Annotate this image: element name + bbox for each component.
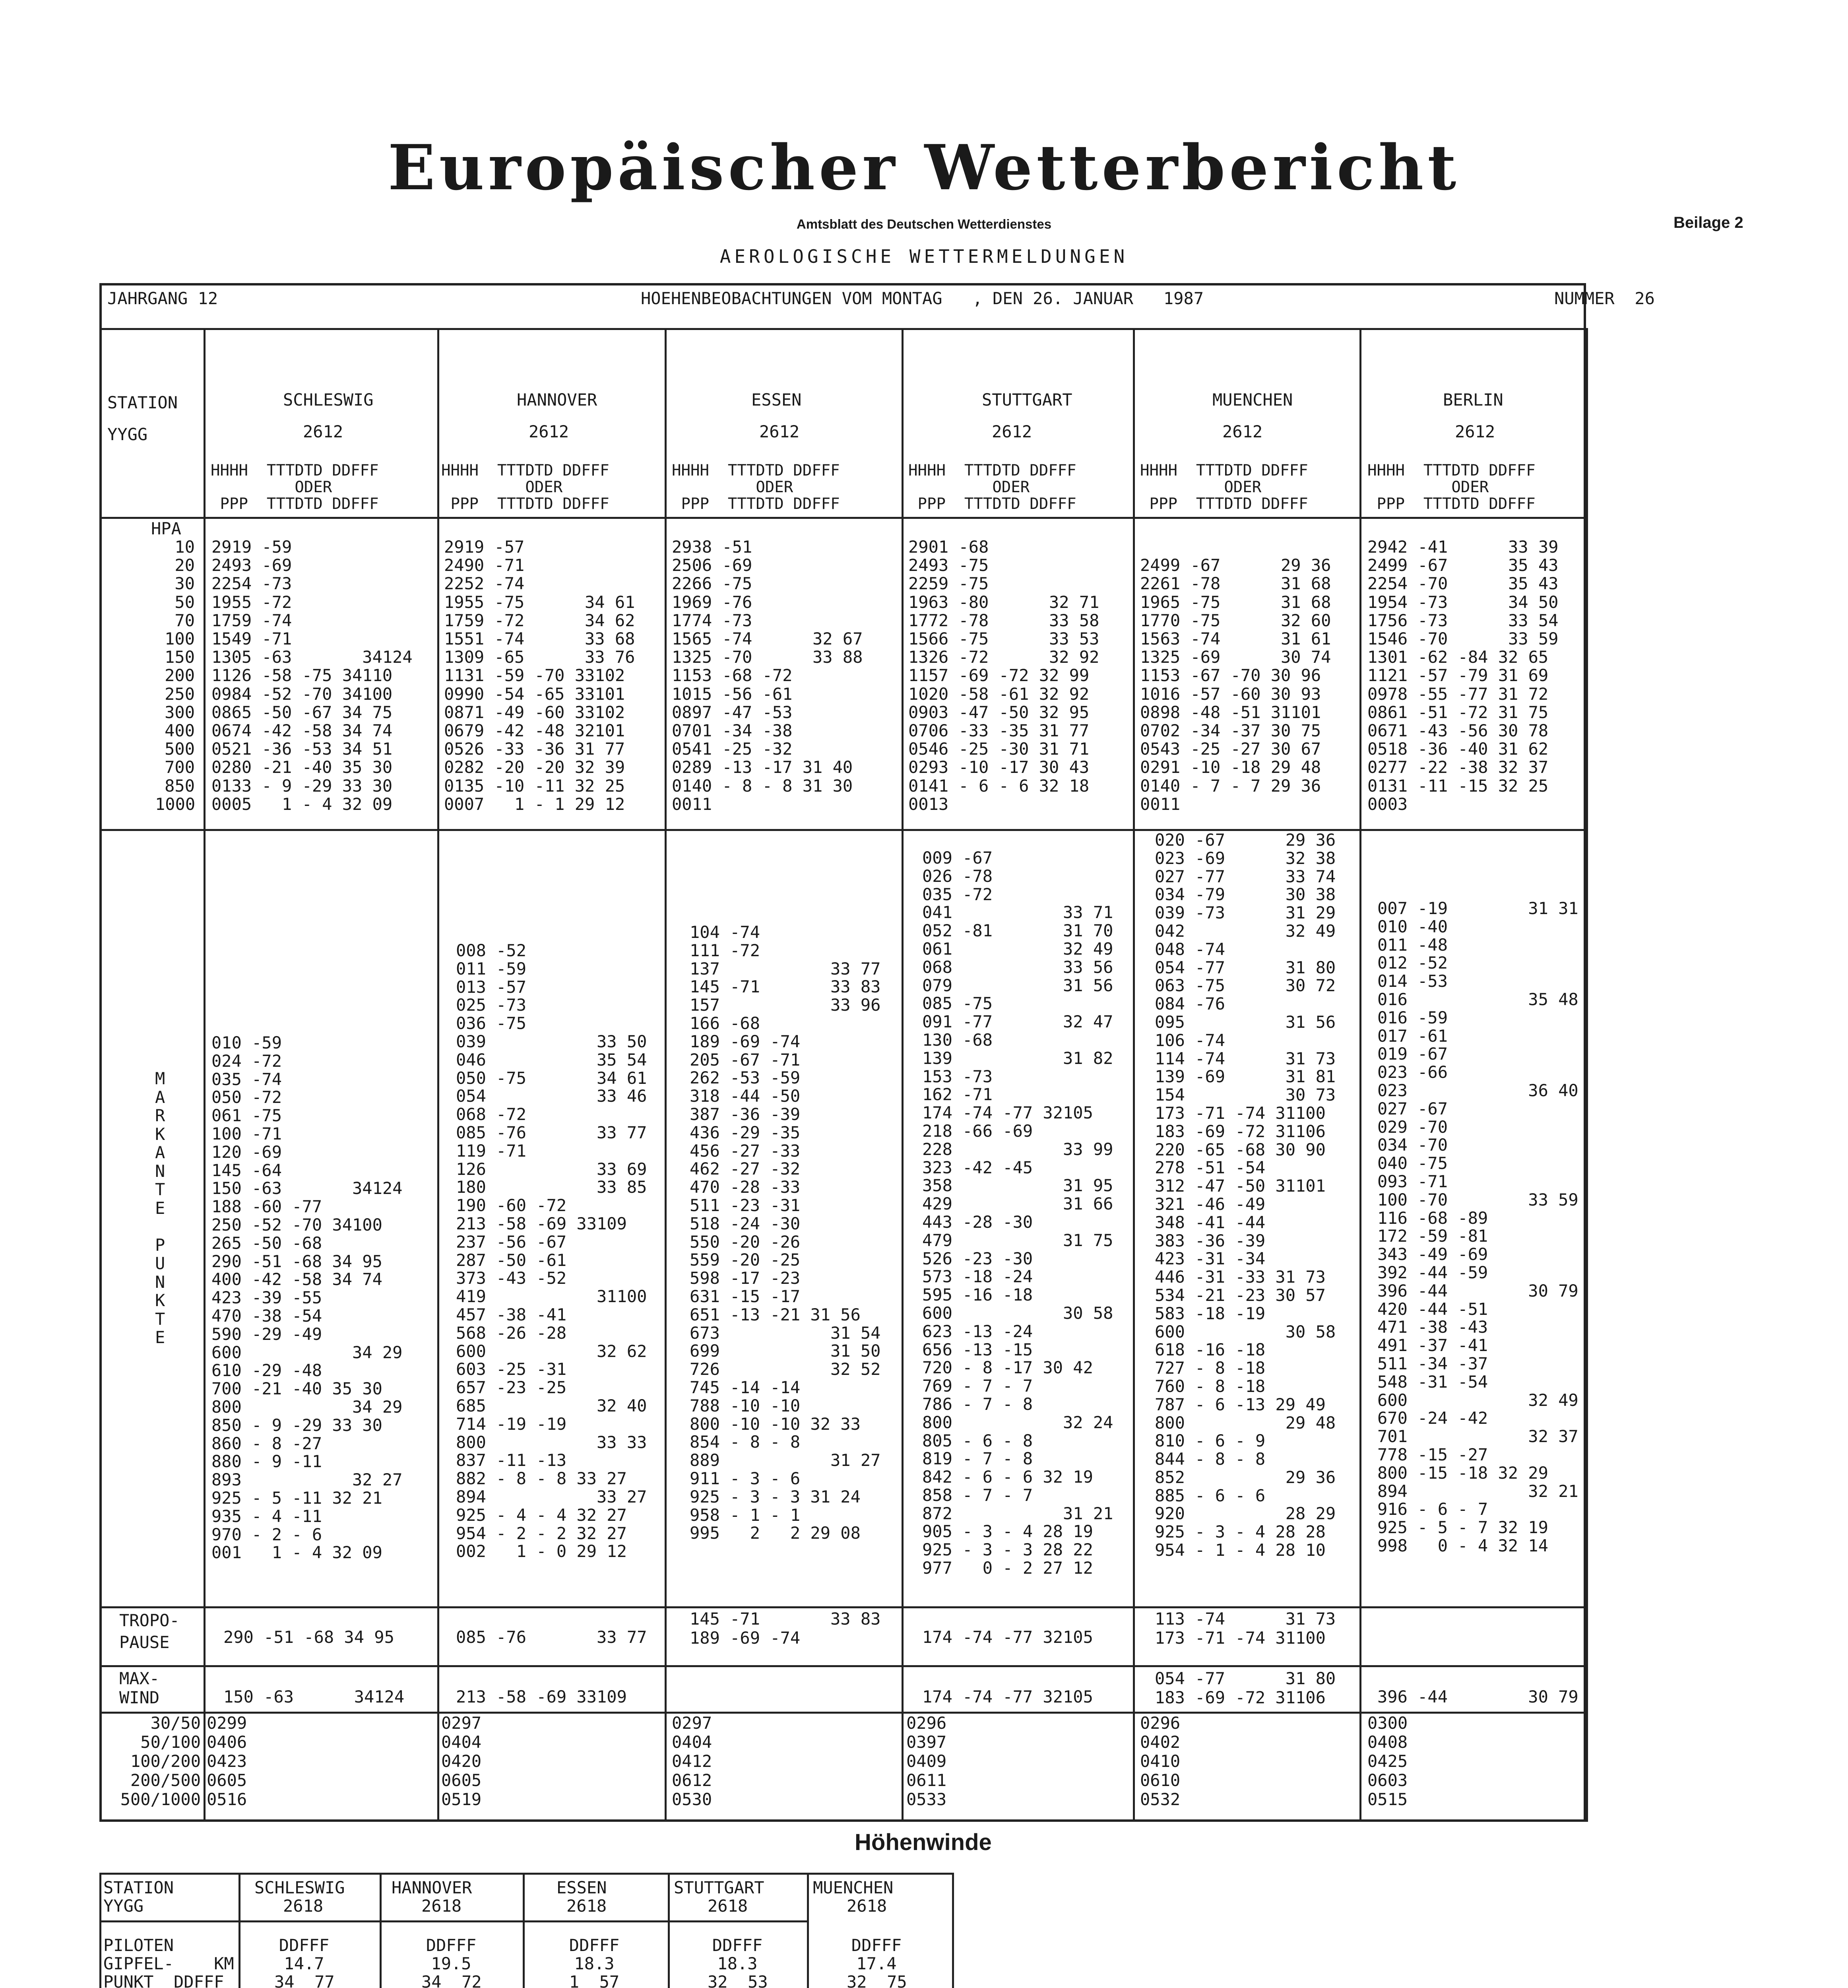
max-wind: 174 -74 -77 32105 [922,1687,1093,1706]
station-yygg: 2612 [529,422,569,441]
station-name: STUTTGART [982,390,1072,410]
station-name: MUENCHEN [813,1878,894,1897]
col-divider [902,328,904,1822]
col-divider [1586,328,1588,1822]
thickness: 0296 0397 0409 0611 0533 [906,1713,947,1809]
yygg-label: YYGG [107,425,148,444]
jahrgang: JAHRGANG 12 [107,289,218,308]
station-name: SCHLESWIG [254,1878,345,1897]
issue-number: NUMMER 26 [1554,289,1655,308]
col-divider [668,1873,670,1988]
station-yygg: 2612 [759,422,800,441]
station-yygg: 2618 [566,1896,607,1916]
max-wind: 396 -44 30 79 [1377,1687,1578,1706]
markante-punkte-label: M A R K A N T E P U N K T E [155,1069,165,1347]
col-divider [239,1873,240,1988]
divider [99,517,1586,519]
maxwind-label: MAX- WIND [119,1669,160,1707]
station-name: ESSEN [751,390,802,410]
station-label: STATION [107,393,178,412]
station-yygg: 2618 [283,1896,324,1916]
col-divider [807,1873,809,1988]
standard-levels: 2942 -41 33 39 2499 -67 35 43 2254 -70 35 43 1954 -73 34 50 1756 -73 33 54 1546 -70 33 59 1301 -62 -84 32 65 1121 -57 -79 31 69 0978 -55 -77 31 72 0861 -51 -72 31 75 0671 -43 -56 30 78 0518 -36 -40 31 62 0277 -22 -38 32 37 0131 -11 -15 32 25 0003 [1367,537,1559,814]
col-divider [523,1873,525,1988]
significant-points: 009 -67 026 -78 035 -72 041 33 71 052 -81 31 70 061 32 49 068 33 56 079 31 56 085 -75 091 -77 32 47 130 -68 139 31 82 153 -73 162 -71 174 -74 -77 32105 218 -66 -69 228 33 99 323 -42 -45 358 31 95 429 31 66 443 -28 -30 479 31 75 526 -23 -30 573 -18 -24 595 -16 -18 600 30 58 623 -13 -24 656 -13 -15 720 - 8 -17 30 42 769 - 7 - 7 786 - 7 - 8 800 32 24 805 - 6 - 8 819 - 7 - 8 842 - 6 - 6 32 19 858 - 7 - 7 872 31 21 905 - 3 - 4 28 19 925 - 3 - 3 28 22 977 0 - 2 27 12 [922,848,1113,1578]
pilot-summit: DDFFF 18.3 1 57 [569,1936,620,1988]
column-header: HHHH TTTDTD DDFFF ODER PPP TTTDTD DDFFF [1140,462,1308,513]
divider [99,829,1586,831]
station-name: SCHLESWIG [283,390,374,410]
pilot-summit: DDFFF 19.5 34 72 [421,1936,482,1988]
tropopause: 085 -76 33 77 [456,1627,647,1647]
divider [99,328,1586,330]
significant-points: 104 -74 111 -72 137 33 77 145 -71 33 83 157 33 96 166 -68 189 -69 -74 205 -67 -71 262 -53 -59 318 -44 -50 387 -36 -39 436 -29 -35 456 -27 -33 462 -27 -32 470 -28 -33 511 -23 -31 518 -24 -30 550 -20 -26 559 -20 -25 598 -17 -23 631 -15 -17 651 -13 -21 31 56 673 31 54 699 31 50 726 32 52 745 -14 -14 788 -10 -10 800 -10 -10 32 33 854 - 8 - 8 889 31 27 911 - 3 - 6 925 - 3 - 3 31 24 958 - 1 - 1 995 2 2 29 08 [690,922,881,1543]
tropopause: 145 -71 33 83 189 -69 -74 [690,1609,881,1648]
piloten-label: PILOTEN GIPFEL- KM PUNKT DDFFF [103,1936,234,1988]
divider [99,1920,807,1922]
significant-points: 010 -59 024 -72 035 -74 050 -72 061 -75 100 -71 120 -69 145 -64 150 -63 34124 188 -60 -77 250 -52 -70 34100 265 -50 -68 290 -51 -68 34 95 400 -42 -58 34 74 423 -39 -55 470 -38 -54 590 -29 -49 600 34 29 610 -29 -48 700 -21 -40 35 30 800 34 29 850 - 9 -29 33 30 860 - 8 -27 880 - 9 -11 893 32 27 925 - 5 -11 32 21 935 - 4 -11 970 - 2 - 6 001 1 - 4 32 09 [211,1033,403,1563]
pilot-summit: DDFFF 17.4 32 75 [847,1936,907,1988]
page-title: Europäischer Wetterbericht [388,131,1460,204]
station-name: BERLIN [1443,390,1503,410]
beilage-label: Beilage 2 [1673,214,1743,231]
col-divider [380,1873,382,1988]
max-wind: 054 -77 31 80 183 -69 -72 31106 [1155,1669,1336,1707]
standard-levels: 2938 -51 2506 -69 2266 -75 1969 -76 1774 -73 1565 -74 32 67 1325 -70 33 88 1153 -68 -72 1015 -56 -61 0897 -47 -53 0701 -34 -38 0541 -25 -32 0289 -13 -17 31 40 0140 - 8 - 8 31 30 0011 [672,537,863,814]
station-name: HANNOVER [517,390,597,410]
tropopause: 113 -74 31 73 173 -71 -74 31100 [1155,1609,1336,1648]
pilot-summit: DDFFF 18.3 32 53 [708,1936,768,1988]
column-header: HHHH TTTDTD DDFFF ODER PPP TTTDTD DDFFF [1367,462,1536,513]
thickness: 0296 0402 0410 0610 0532 [1140,1713,1181,1809]
divider [99,1712,1586,1714]
significant-points: 007 -19 31 31 010 -40 011 -48 012 -52 014 -53 016 35 48 016 -59 017 -61 019 -67 023 -66 023 36 40 027 -67 029 -70 034 -70 040 -75 093 -71 100 -70 33 59 116 -68 -89 172 -59 -81 343 -49 -69 392 -44 -59 396 -44 30 79 420 -44 -51 471 -38 -43 491 -37 -41 511 -34 -37 548 -31 -54 600 32 49 670 -24 -42 701 32 37 778 -15 -27 800 -15 -18 32 29 894 32 21 916 - 6 - 7 925 - 5 - 7 32 19 998 0 - 4 32 14 [1377,899,1578,1555]
station-yygg: 2618 [708,1896,748,1916]
station-name: MUENCHEN [1212,390,1293,410]
pilot-summit: DDFFF 14.7 34 77 [274,1936,335,1988]
tropopause: 290 -51 -68 34 95 [223,1627,394,1647]
col-divider [665,328,667,1822]
column-header: HHHH TTTDTD DDFFF ODER PPP TTTDTD DDFFF [211,462,379,513]
col-divider [204,328,206,1822]
station-yygg: 2618 [847,1896,887,1916]
standard-levels: 2919 -59 2493 -69 2254 -73 1955 -72 1759 -74 1549 -71 1305 -63 34124 1126 -58 -75 34110 0984 -52 -70 34100 0865 -50 -67 34 75 0674 -42 -58 34 74 0521 -36 -53 34 51 0280 -21 -40 35 30 0133 - 9 -29 33 30 0005 1 - 4 32 09 [211,537,413,814]
standard-levels: 2901 -68 2493 -75 2259 -75 1963 -80 32 71 1772 -78 33 58 1566 -75 33 53 1326 -72 32 92 1157 -69 -72 32 99 1020 -58 -61 32 92 0903 -47 -50 32 95 0706 -33 -35 31 77 0546 -25 -30 31 71 0293 -10 -17 30 43 0141 - 6 - 6 32 18 0013 [908,537,1099,814]
standard-levels: 2499 -67 29 36 2261 -78 31 68 1965 -75 31 68 1770 -75 32 60 1563 -74 31 61 1325 -69 30 74 1153 -67 -70 30 96 1016 -57 -60 30 93 0898 -48 -51 31101 0702 -34 -37 30 75 0543 -25 -27 30 67 0291 -10 -18 29 48 0140 - 7 - 7 29 36 0011 [1140,555,1331,814]
section-title: AEROLOGISCHE WETTERMELDUNGEN [719,246,1129,267]
station-name: STUTTGART [674,1878,764,1897]
station-label: STATION YYGG [103,1878,174,1916]
max-wind: 213 -58 -69 33109 [456,1687,627,1706]
station-name: HANNOVER [392,1878,472,1897]
tropopause-label: TROPO- PAUSE [119,1611,180,1652]
thickness-labels: 30/50 50/100 100/200 200/500 500/1000 [120,1713,201,1809]
column-header: HHHH TTTDTD DDFFF ODER PPP TTTDTD DDFFF [672,462,840,513]
subtitle: Amtsblatt des Deutschen Wetterdienstes [796,217,1052,231]
station-yygg: 2618 [421,1896,462,1916]
col-divider [1133,328,1135,1822]
station-yygg: 2612 [1455,422,1495,441]
column-header: HHHH TTTDTD DDFFF ODER PPP TTTDTD DDFFF [441,462,609,513]
thickness: 0297 0404 0420 0605 0519 [441,1713,482,1809]
station-yygg: 2612 [992,422,1032,441]
observation-date: HOEHENBEOBACHTUNGEN VOM MONTAG , DEN 26. JANUAR 1987 [641,289,1204,308]
col-divider [1359,328,1361,1822]
tropopause: 174 -74 -77 32105 [922,1627,1093,1647]
pressure-levels: 10 20 30 50 70 100 150 200 250 300 400 500 700 850 1000 [155,537,196,814]
significant-points: 020 -67 29 36 023 -69 32 38 027 -77 33 74 034 -79 30 38 039 -73 31 29 042 32 49 048 -74 054 -77 31 80 063 -75 30 72 084 -76 095 31 56 106 -74 114 -74 31 73 139 -69 31 81 154 30 73 173 -71 -74 31100 183 -69 -72 31106 220 -65 -68 30 90 278 -51 -54 312 -47 -50 31101 321 -46 -49 348 -41 -44 383 -36 -39 423 -31 -34 446 -31 -33 31 73 534 -21 -23 30 57 583 -18 -19 600 30 58 618 -16 -18 727 - 8 -18 760 - 8 -18 787 - 6 -13 29 49 800 29 48 810 - 6 - 9 844 - 8 - 8 852 29 36 885 - 6 - 6 920 28 29 925 - 3 - 4 28 28 954 - 1 - 4 28 10 [1155,830,1336,1560]
column-header: HHHH TTTDTD DDFFF ODER PPP TTTDTD DDFFF [908,462,1076,513]
station-name: ESSEN [557,1878,607,1897]
hpa-label: HPA [151,519,181,538]
col-divider [437,328,439,1822]
divider [99,1665,1586,1667]
significant-points: 008 -52 011 -59 013 -57 025 -73 036 -75 039 33 50 046 35 54 050 -75 34 61 054 33 46 068 -72 085 -76 33 77 119 -71 126 33 69 180 33 85 190 -60 -72 213 -58 -69 33109 237 -56 -67 287 -50 -61 373 -43 -52 419 31100 457 -38 -41 568 -26 -28 600 32 62 603 -25 -31 657 -23 -25 685 32 40 714 -19 -19 800 33 33 837 -11 -13 882 - 8 - 8 33 27 894 33 27 925 - 4 - 4 32 27 954 - 2 - 2 32 27 002 1 - 0 29 12 [456,941,647,1561]
thickness: 0297 0404 0412 0612 0530 [672,1713,712,1809]
station-yygg: 2612 [303,422,343,441]
max-wind: 150 -63 34124 [223,1687,405,1706]
divider [99,1606,1586,1608]
thickness: 0300 0408 0425 0603 0515 [1367,1713,1408,1809]
standard-levels: 2919 -57 2490 -71 2252 -74 1955 -75 34 61 1759 -72 34 62 1551 -74 33 68 1309 -65 33 76 1131 -59 -70 33102 0990 -54 -65 33101 0871 -49 -60 33102 0679 -42 -48 32101 0526 -33 -36 31 77 0282 -20 -20 32 39 0135 -10 -11 32 25 0007 1 - 1 29 12 [444,537,635,814]
station-yygg: 2612 [1222,422,1263,441]
thickness: 0299 0406 0423 0605 0516 [207,1713,247,1809]
hoehenwinde-title: Höhenwinde [855,1829,992,1855]
